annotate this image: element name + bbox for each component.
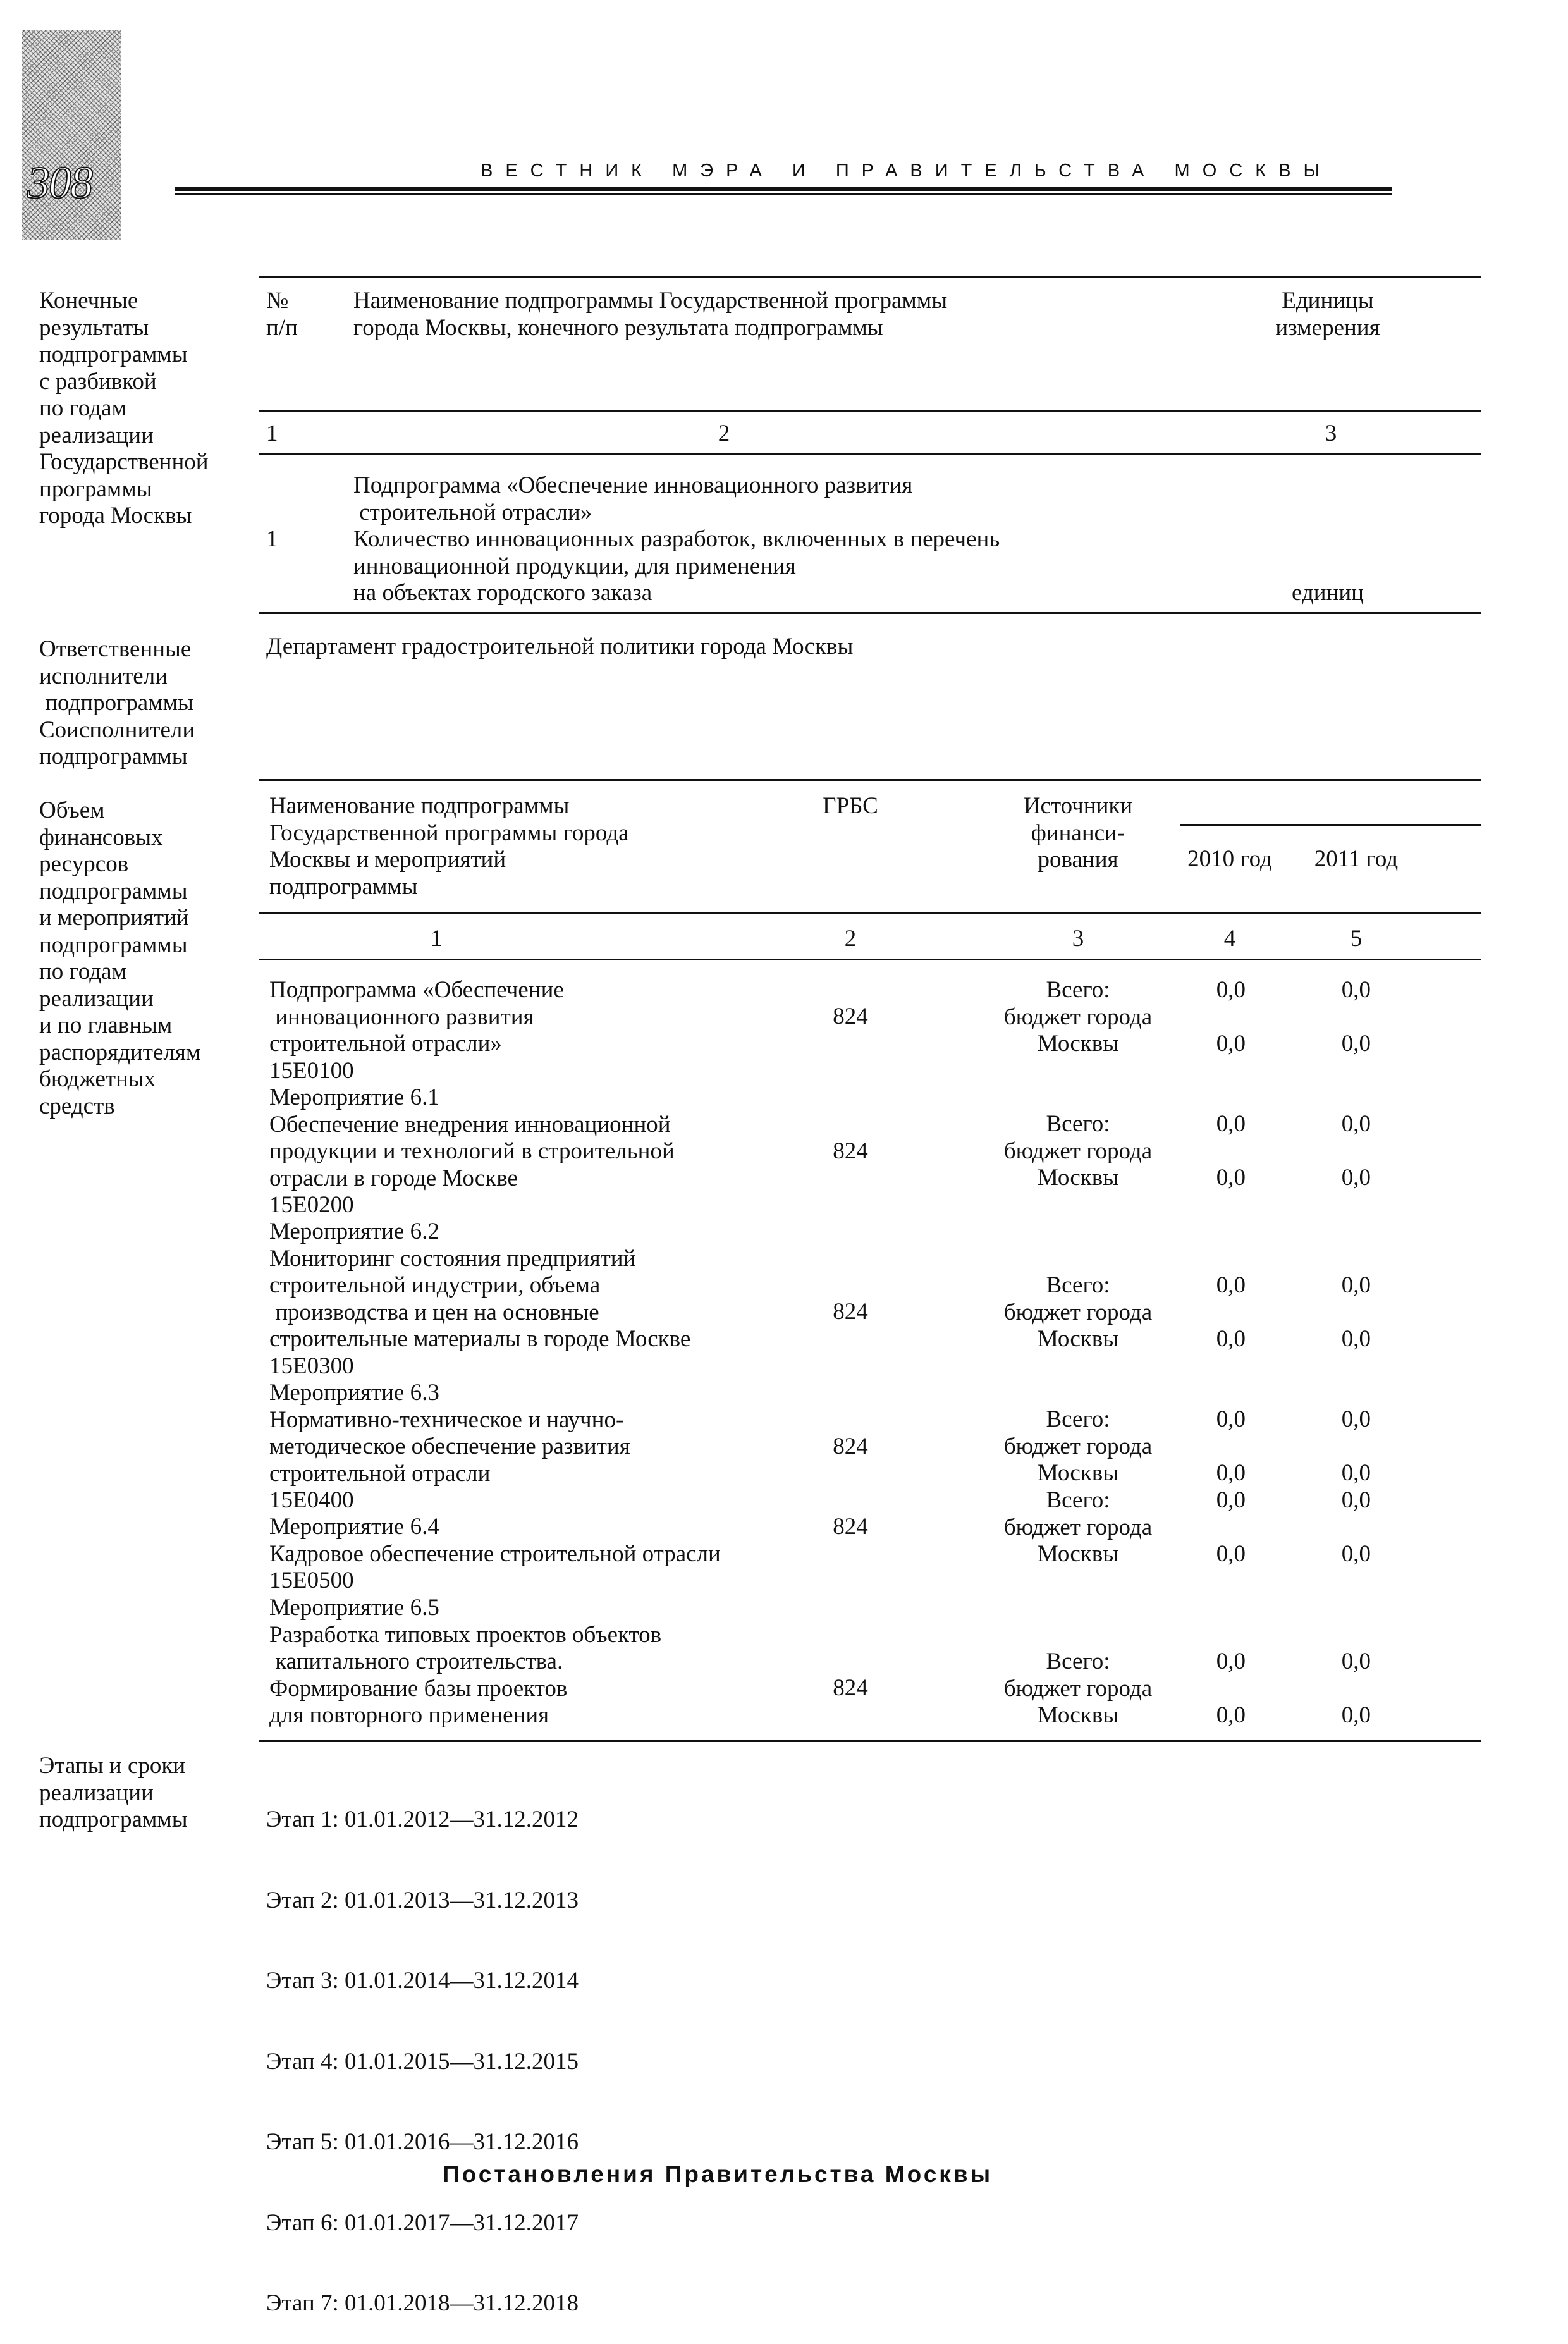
results-table-top-rule: [259, 276, 1481, 278]
footer-title: Постановления Правительства Москвы: [443, 2161, 993, 2187]
executors-section-label: Ответственные исполнители подпрограммы Соисполнители подпрограммы: [39, 636, 195, 770]
stages-list: [266, 1753, 579, 2344]
stage-item: Этап 3: 01.01.2014—31.12.2014: [266, 1968, 579, 1994]
finance-index-3: 3: [1072, 926, 1084, 952]
finance-table-top-rule: [259, 779, 1481, 781]
finance-row-2010-total: 0,0: [1216, 977, 1246, 1003]
results-col-name: Наименование подпрограммы Государственной программы города Москвы, конечного результата подпрограммы: [353, 288, 948, 341]
results-row-number: 1: [266, 526, 278, 552]
finance-col-grbs: ГРБС: [823, 793, 878, 819]
results-col-units: Единицы измерения: [1275, 288, 1380, 341]
finance-index-1: 1: [430, 926, 443, 952]
finance-row-grbs: 824: [833, 1433, 868, 1459]
results-row-units: единиц: [1292, 580, 1364, 606]
finance-row-2010-budget: 0,0: [1216, 1165, 1246, 1191]
header-rule-thin: [175, 193, 1392, 195]
finance-row-grbs: 824: [833, 1138, 868, 1164]
results-row-name: Подпрограмма «Обеспечение инновационного развития строительной отрасли» Количество инновационных разработок, включенных в перечень инновационной продукции, для применения на объектах городского заказа: [353, 472, 1000, 606]
finance-table-bottom-rule: [259, 1740, 1481, 1742]
finance-row-2010-budget: 0,0: [1216, 1460, 1246, 1486]
header-rule-thick: [175, 187, 1392, 191]
finance-row-name: Мероприятие 6.2 Мониторинг состояния предприятий строительной индустрии, объема производства и цен на основные строительные материалы в городе Москве 15Е0300: [269, 1218, 691, 1379]
finance-row-2010-total: 0,0: [1216, 1272, 1246, 1298]
finance-row-2011-budget: 0,0: [1341, 1460, 1371, 1486]
finance-header-rule: [259, 912, 1481, 914]
finance-row-2010-total: 0,0: [1216, 1648, 1246, 1674]
finance-years-rule: [1180, 824, 1481, 826]
finance-row-sources: Всего: бюджет города Москвы: [1003, 1406, 1153, 1486]
finance-col-name: Наименование подпрограммы Государственной программы города Москвы и мероприятий подпрограммы: [269, 793, 629, 900]
finance-row-name: Мероприятие 6.4 Кадровое обеспечение строительной отрасли 15Е0500: [269, 1514, 721, 1593]
finance-row-sources: Всего: бюджет города Москвы: [1003, 1648, 1153, 1728]
finance-section-label: Объем финансовых ресурсов подпрограммы и мероприятий подпрограммы по годам реализации и по главным распорядителям бюджетных средств: [39, 797, 201, 1119]
finance-row-name: Мероприятие 6.5 Разработка типовых проектов объектов капитального строительства. Формирование базы проектов для повторного применения: [269, 1595, 662, 1728]
stage-item: Этап 6: 01.01.2017—31.12.2017: [266, 2209, 579, 2236]
finance-row-sources: Всего: бюджет города Москвы: [1003, 1272, 1153, 1352]
finance-row-name: Подпрограмма «Обеспечение инновационного развития строительной отрасли» 15Е0100: [269, 977, 564, 1084]
finance-row-2010-total: 0,0: [1216, 1487, 1246, 1513]
results-index-1: 1: [266, 420, 278, 446]
results-index-2: 2: [718, 420, 730, 446]
page-number-badge: [22, 30, 121, 240]
stages-section-label: Этапы и сроки реализации подпрограммы: [39, 1753, 188, 1832]
finance-row-2011-total: 0,0: [1341, 1487, 1371, 1513]
finance-row-2010-budget: 0,0: [1216, 1702, 1246, 1728]
finance-index-5: 5: [1350, 926, 1363, 952]
finance-row-name: Мероприятие 6.1 Обеспечение внедрения инновационной продукции и технологий в строительной отрасли в городе Москве 15Е0200: [269, 1084, 675, 1218]
page-number: 308: [27, 157, 92, 208]
stage-item: Этап 5: 01.01.2016—31.12.2016: [266, 2129, 579, 2155]
finance-index-rule: [259, 959, 1481, 960]
finance-row-2011-budget: 0,0: [1341, 1541, 1371, 1567]
stage-item: Этап 1: 01.01.2012—31.12.2012: [266, 1807, 579, 1832]
results-section-label: Конечные результаты подпрограммы с разбивкой по годам реализации Государственной программы города Москвы: [39, 288, 209, 529]
finance-row-2010-total: 0,0: [1216, 1111, 1246, 1137]
stage-item: Этап 7: 01.01.2018—31.12.2018: [266, 2290, 579, 2316]
finance-row-sources: Всего: бюджет города Москвы: [1003, 1487, 1153, 1567]
finance-row-2011-total: 0,0: [1341, 977, 1371, 1003]
finance-row-2010-budget: 0,0: [1216, 1326, 1246, 1352]
results-table-bottom-rule: [259, 612, 1481, 614]
finance-row-2011-budget: 0,0: [1341, 1031, 1371, 1057]
stage-item: Этап 4: 01.01.2015—31.12.2015: [266, 2048, 579, 2075]
finance-row-grbs: 824: [833, 1675, 868, 1701]
finance-col-2010: 2010 год: [1187, 846, 1272, 872]
results-index-3: 3: [1325, 420, 1337, 446]
stage-item: Этап 2: 01.01.2013—31.12.2013: [266, 1887, 579, 1913]
finance-row-grbs: 824: [833, 1514, 868, 1540]
results-col-number: № п/п: [266, 288, 298, 341]
finance-row-2010-budget: 0,0: [1216, 1031, 1246, 1057]
finance-row-grbs: 824: [833, 1003, 868, 1029]
finance-row-2011-total: 0,0: [1341, 1406, 1371, 1432]
finance-row-grbs: 824: [833, 1299, 868, 1325]
finance-row-2011-total: 0,0: [1341, 1111, 1371, 1137]
results-index-rule: [259, 453, 1481, 455]
finance-row-sources: Всего: бюджет города Москвы: [1003, 1111, 1153, 1191]
finance-row-2011-budget: 0,0: [1341, 1326, 1371, 1352]
finance-row-sources: Всего: бюджет города Москвы: [1003, 977, 1153, 1057]
executors-text: Департамент градостроительной политики города Москвы: [266, 634, 854, 660]
finance-row-name: Мероприятие 6.3 Нормативно-техническое и научно- методическое обеспечение развития строительной отрасли 15Е0400: [269, 1380, 630, 1513]
finance-row-2011-budget: 0,0: [1341, 1165, 1371, 1191]
finance-row-2011-budget: 0,0: [1341, 1702, 1371, 1728]
finance-col-sources: Источники финанси- рования: [1023, 793, 1133, 873]
results-header-rule: [259, 410, 1481, 412]
journal-title: ВЕСТНИК МЭРА И ПРАВИТЕЛЬСТВА МОСКВЫ: [481, 161, 1333, 181]
finance-row-2010-total: 0,0: [1216, 1406, 1246, 1432]
finance-row-2011-total: 0,0: [1341, 1272, 1371, 1298]
finance-row-2011-total: 0,0: [1341, 1648, 1371, 1674]
finance-col-2011: 2011 год: [1314, 846, 1399, 872]
finance-row-2010-budget: 0,0: [1216, 1541, 1246, 1567]
finance-index-2: 2: [844, 926, 857, 952]
finance-index-4: 4: [1223, 926, 1236, 952]
